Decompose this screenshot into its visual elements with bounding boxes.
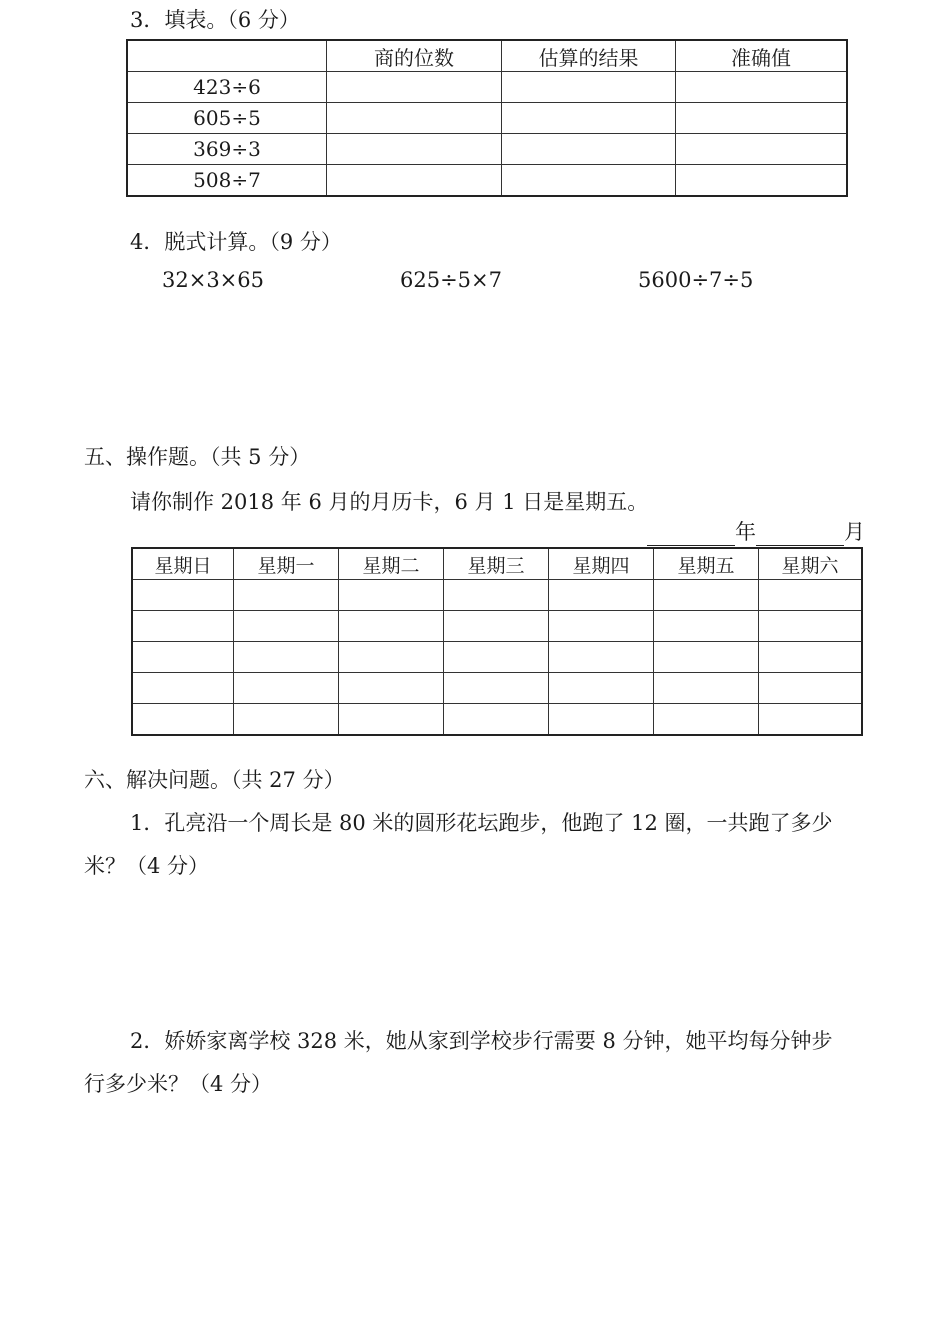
calendar-day-cell[interactable] — [339, 580, 444, 611]
answer-cell[interactable] — [676, 103, 848, 134]
calendar-day-cell[interactable] — [444, 642, 549, 673]
answer-cell[interactable] — [327, 103, 502, 134]
problem1-line1: 1．孔亮沿一个周长是 80 米的圆形花坛跑步，他跑了 12 圈，一共跑了多少 — [130, 811, 833, 835]
section5-title: 五、操作题。（共 5 分） — [84, 445, 311, 469]
calendar-day-cell[interactable] — [549, 642, 654, 673]
year-label: 年 — [735, 520, 756, 544]
q3-header-cell — [127, 40, 327, 72]
q3-expression: 605÷5 — [127, 103, 327, 134]
weekday-header: 星期三 — [444, 548, 549, 580]
calendar-day-cell[interactable] — [444, 611, 549, 642]
problem2-line2: 行多少米？（4 分） — [84, 1072, 273, 1096]
q3-header-cell: 准确值 — [676, 40, 848, 72]
answer-cell[interactable] — [676, 72, 848, 103]
q4-expression: 625÷5×7 — [400, 268, 502, 292]
table-row — [127, 103, 847, 134]
calendar-day-cell[interactable] — [654, 673, 759, 704]
calendar-day-cell[interactable] — [654, 642, 759, 673]
weekday-header: 星期四 — [549, 548, 654, 580]
calendar-day-cell[interactable] — [654, 580, 759, 611]
calendar-day-cell[interactable] — [549, 611, 654, 642]
calendar-week-row — [132, 580, 862, 611]
calendar-day-cell[interactable] — [132, 642, 234, 673]
problem2-line1: 2．娇娇家离学校 328 米，她从家到学校步行需要 8 分钟，她平均每分钟步 — [130, 1029, 833, 1053]
calendar-day-cell[interactable] — [234, 611, 339, 642]
answer-cell[interactable] — [676, 134, 848, 165]
calendar-day-cell[interactable] — [132, 580, 234, 611]
weekday-header: 星期二 — [339, 548, 444, 580]
calendar-day-cell[interactable] — [549, 673, 654, 704]
answer-cell[interactable] — [502, 134, 676, 165]
calendar-header-row — [132, 548, 862, 580]
answer-cell[interactable] — [502, 103, 676, 134]
year-blank[interactable] — [647, 523, 735, 546]
calendar-date-line — [647, 516, 865, 546]
calendar-day-cell[interactable] — [444, 580, 549, 611]
calendar-day-cell[interactable] — [444, 673, 549, 704]
answer-cell[interactable] — [327, 72, 502, 103]
q3-header-cell: 估算的结果 — [502, 40, 676, 72]
q3-header-cell: 商的位数 — [327, 40, 502, 72]
q4-expression: 32×3×65 — [162, 268, 264, 292]
month-blank[interactable] — [756, 523, 844, 546]
weekday-header: 星期五 — [654, 548, 759, 580]
calendar-week-row — [132, 642, 862, 673]
answer-cell[interactable] — [676, 165, 848, 197]
calendar-day-cell[interactable] — [339, 704, 444, 736]
calendar-day-cell[interactable] — [654, 704, 759, 736]
calendar-day-cell[interactable] — [759, 611, 863, 642]
q3-expression: 508÷7 — [127, 165, 327, 197]
q3-title: 3．填表。（6 分） — [130, 8, 300, 32]
calendar-day-cell[interactable] — [549, 704, 654, 736]
problem1-line2: 米？（4 分） — [84, 854, 210, 878]
calendar-day-cell[interactable] — [759, 704, 863, 736]
answer-cell[interactable] — [502, 72, 676, 103]
answer-cell[interactable] — [327, 165, 502, 197]
calendar-day-cell[interactable] — [132, 704, 234, 736]
weekday-header: 星期日 — [132, 548, 234, 580]
month-label: 月 — [844, 520, 865, 544]
q3-table — [126, 39, 848, 197]
section6-title: 六、解决问题。（共 27 分） — [84, 768, 345, 792]
q3-expression: 423÷6 — [127, 72, 327, 103]
calendar-day-cell[interactable] — [234, 673, 339, 704]
weekday-header: 星期六 — [759, 548, 863, 580]
calendar-week-row — [132, 611, 862, 642]
section5-prompt: 请你制作 2018 年 6 月的月历卡，6 月 1 日是星期五。 — [130, 490, 649, 514]
calendar-table — [131, 547, 863, 736]
calendar-day-cell[interactable] — [549, 580, 654, 611]
calendar-day-cell[interactable] — [759, 642, 863, 673]
calendar-day-cell[interactable] — [444, 704, 549, 736]
calendar-day-cell[interactable] — [759, 580, 863, 611]
calendar-week-row — [132, 673, 862, 704]
calendar-day-cell[interactable] — [234, 642, 339, 673]
calendar-day-cell[interactable] — [759, 673, 863, 704]
calendar-day-cell[interactable] — [234, 580, 339, 611]
calendar-day-cell[interactable] — [132, 673, 234, 704]
calendar-day-cell[interactable] — [339, 611, 444, 642]
calendar-day-cell[interactable] — [339, 642, 444, 673]
calendar-day-cell[interactable] — [339, 673, 444, 704]
q4-title: 4．脱式计算。（9 分） — [130, 230, 342, 254]
calendar-day-cell[interactable] — [132, 611, 234, 642]
calendar-day-cell[interactable] — [234, 704, 339, 736]
q3-header-row — [127, 40, 847, 72]
q3-expression: 369÷3 — [127, 134, 327, 165]
weekday-header: 星期一 — [234, 548, 339, 580]
q4-expression: 5600÷7÷5 — [638, 268, 754, 292]
calendar-week-row — [132, 704, 862, 736]
table-row — [127, 165, 847, 197]
calendar-day-cell[interactable] — [654, 611, 759, 642]
table-row — [127, 134, 847, 165]
table-row — [127, 72, 847, 103]
answer-cell[interactable] — [502, 165, 676, 197]
answer-cell[interactable] — [327, 134, 502, 165]
